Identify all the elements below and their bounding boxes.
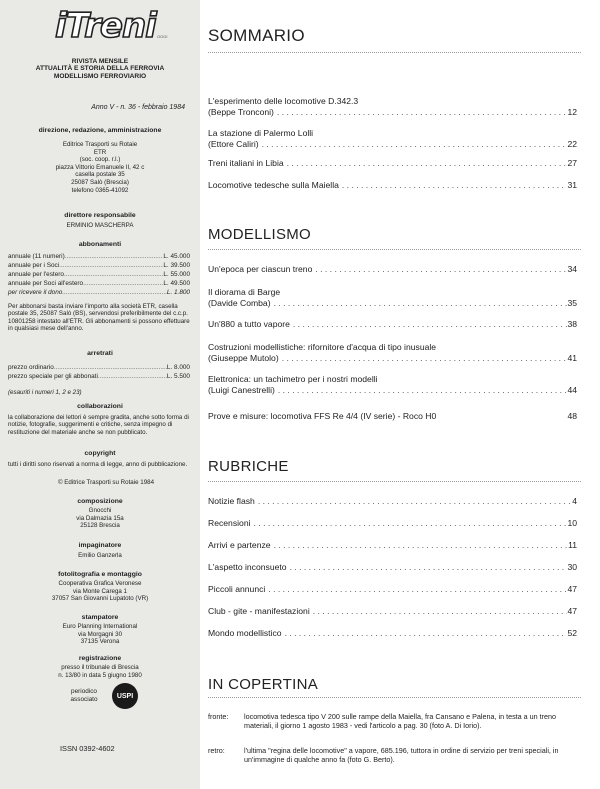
row-label: annuale per i Soci [8,262,60,269]
row-label: prezzo speciale per gli abbonati [8,373,98,380]
logo-subtext: OGGI [157,34,168,39]
row-value: L. 8.000 [166,364,190,371]
leader-dots [287,562,568,573]
copertina-title: IN COPERTINA [208,676,319,693]
toc-entry-title: Club - gite - manifestazioni [208,606,310,616]
toc-page-number: 12 [567,107,577,117]
leader-dots [279,353,568,364]
toc-entry-line [208,385,577,396]
arretrati-heading: arretrati [87,350,113,357]
leader-dots [271,540,569,551]
abbonamento-row [8,271,190,278]
toc-entry-title: Notizie flash [208,496,255,506]
toc-entry [208,606,577,617]
toc-entry-title: Mondo modellistico [208,628,282,638]
modellismo-title: MODELLISMO [208,226,312,243]
magazine-logo [55,6,168,46]
leader-dots [284,158,568,169]
row-label: per ricevere il dono [8,289,63,296]
toc-page-number: 35 [567,298,577,308]
toc-entry-line [208,606,577,617]
tagline-line: ATTUALITÀ E STORIA DELLA FERROVIA [35,65,165,73]
separator [208,249,581,250]
toc-entry-line [208,158,577,169]
toc-entry [208,496,577,507]
toc-page-number: 31 [567,180,577,190]
leader-dots [282,628,568,639]
periodico-line: periodico [71,688,97,695]
fotolitografia-block [0,580,200,603]
toc-entry-line [208,353,577,364]
separator [208,481,581,482]
toc-entry [208,287,577,309]
row-label: annuale (11 numeri) [8,253,65,260]
toc-page-number: 38 [567,319,577,329]
leader-dots [275,385,568,396]
toc-entry-title: Costruzioni modellistiche: rifornitore d'acqua di tipo inusuale [208,342,437,352]
direttore-name: ERMINIO MASCHERPA [66,222,134,229]
impaginatore-heading: impaginatore [78,542,122,549]
abbonamenti-note: Per abbonarsi basta inviare l'importo alla società ETR, casella postale 35, 25087 Salò (BS), servendosi preferibilmente del c.c.p. 10801258 intestato all'ETR. Gli abbonamenti si possono effettuare in qualsiasi mese dell'anno. [8,303,190,333]
registrazione-heading: registrazione [78,655,122,662]
toc-entry-line [208,562,577,573]
registrazione-line: n. 13/80 in data 5 giugno 1980 [58,671,142,679]
row-value: L. 49.500 [163,280,190,287]
leader-dots [255,496,572,507]
row-value: L. 5.500 [166,373,190,380]
tagline-line: RIVISTA MENSILE [71,58,129,65]
toc-entry-line [208,107,577,118]
direttore-heading: direttore responsabile [64,212,136,219]
direzione-line: Editrice Trasporti su Rotaie [62,141,138,148]
toc-entry-title: Prove e misure: locomotiva FFS Re 4/4 (IV serie) - Roco H0 [208,411,437,421]
toc-entry-line [208,139,577,150]
toc-page-number: 27 [567,158,577,168]
toc-entry [208,628,577,639]
toc-entry [208,518,577,529]
direzione-line: casella postale 35 [75,171,125,179]
periodico-line: associato [70,695,98,703]
toc-entry-title: Un'880 a tutto vapore [208,319,290,329]
row-value: L. 55.000 [163,271,190,278]
toc-entry-title: La stazione di Palermo Lolli [208,128,314,138]
toc-entry-line [208,319,577,330]
toc-entry [208,128,577,150]
toc-page-number: 48 [567,411,577,421]
copyright-line: © Editrice Trasporti su Rotaie 1984 [58,479,155,486]
toc-entry-title: Un'epoca per ciascun treno [208,264,313,274]
leader-dots [251,518,568,529]
leader-dots [310,606,568,617]
cover-back [208,746,583,765]
composizione-heading: composizione [77,498,123,505]
toc-entry-title: L'aspetto inconsueto [208,562,287,572]
fotolitografia-line: 37057 San Giovanni Lupatoto (VR) [51,595,149,603]
toc-entry [208,96,577,118]
sommario-title: SOMMARIO [208,26,305,45]
toc-entry-title: Treni italiani in Libia [208,158,284,168]
toc-entry-line [208,628,577,639]
toc-entry-line [208,584,577,595]
toc-page-number: 47 [567,606,577,616]
copyright-text: tutti i diritti sono riservati a norma di legge, anno di pubblicazione. [8,461,188,468]
toc-entry-title: Piccoli annunci [208,584,266,594]
toc-entry-author: (Davide Comba) [208,298,271,308]
arretrati-row [8,364,190,371]
stampatore-line: 37135 Verona [80,638,120,646]
toc-page-number: 41 [567,353,577,363]
toc-page-number: 52 [567,628,577,638]
toc-entry-title: Locomotive tedesche sulla Maiella [208,180,339,190]
stampatore-heading: stampatore [81,614,119,621]
cover-front [208,712,583,731]
toc-entry-author: (Giuseppe Mutolo) [208,353,279,363]
rubriche-title: RUBRICHE [208,458,289,475]
separator [208,697,581,698]
toc-entry-line [208,264,577,275]
toc-entry [208,158,577,169]
leader-dots [259,139,568,150]
cover-front-label: fronte: [208,712,229,721]
abbonamento-row [8,253,190,260]
masthead-sidebar [0,0,200,789]
leader-dots [274,107,568,118]
stampatore-block [0,623,200,646]
issn: ISSN 0392-4602 [60,744,115,753]
direzione-block [0,141,200,194]
toc-page-number: 10 [567,518,577,528]
leader-dots [271,298,568,309]
toc-entry-author: (Luigi Canestrelli) [208,385,275,395]
toc-page-number: 47 [567,584,577,594]
toc-entry-line [208,180,577,191]
toc-page-number: 4 [572,496,577,506]
abbonamento-row [8,280,190,287]
stampatore-line: via Morgagni 30 [77,630,123,638]
toc-page-number: 44 [567,385,577,395]
toc-entry [208,319,577,330]
toc-page-number: 22 [567,139,577,149]
direzione-line: telefono 0365-41092 [71,186,129,194]
direzione-line: (soc. coop. r.l.) [79,156,121,164]
logo-text: iTreni [55,6,156,46]
toc-entry-author: (Beppe Tronconi) [208,107,274,117]
toc-entry [208,411,577,422]
row-label: annuale per Soci all'estero [8,280,84,287]
leader-dots [265,584,567,595]
toc-entry-title: Elettronica: un tachimetro per i nostri modelli [208,374,378,384]
separator [208,52,581,53]
direzione-line: ETR [93,148,107,156]
collaborazioni-heading: collaborazioni [77,403,123,410]
row-value: L. 39.500 [163,262,190,269]
collaborazioni-text: la collaborazione dei lettori è sempre gradita, anche sotto forma di notizie, fotografie, suggerimenti e critiche, senza impegno di restituzione del materiale anche se non pubblicato. [8,414,189,436]
impaginatore-name: Emilio Ganzerla [78,552,122,559]
row-value: L. 1.800 [166,289,190,296]
toc-entry-title: L'esperimento delle locomotive D.342.3 [208,96,359,106]
abbonamenti-heading: abbonamenti [78,241,122,248]
toc-page-number: 34 [567,264,577,274]
toc-entry [208,540,577,551]
toc-entry-title: Recensioni [208,518,251,528]
toc-entry-line [208,298,577,309]
toc-entry [208,264,577,275]
leader-dots [312,264,567,275]
abbonamento-row [8,289,190,296]
fotolitografia-line: Cooperativa Grafica Veronese [58,580,142,587]
toc-entry-author: (Ettore Caliri) [208,139,259,149]
toc-entry [208,180,577,191]
cover-front-text: locomotiva tedesca tipo V 200 sulle rampe della Maiella, fra Cansano e Palena, in testa a un treno materiali, il giorno 1 agosto 1983 - vedi l'articolo a pag. 30 (foto A. Di Iorio). [244,712,557,731]
leader-dots [339,180,568,191]
arretrati-row [8,373,190,380]
toc-entry [208,584,577,595]
periodico-associato-label [60,688,108,703]
fotolitografia-line: via Monte Carega 1 [73,587,127,595]
row-label: annuale per l'estero [8,271,64,278]
stampatore-line: Euro Planning International [62,623,138,630]
row-value: L. 45.000 [163,253,190,260]
arretrati-note: (esauriti i numeri 1, 2 e 23) [8,389,82,396]
registrazione-line: presso il tribunale di Brescia [61,664,139,671]
direzione-line: piazza Vittorio Emanuele II, 42 c [55,163,145,171]
toc-entry-line [208,540,577,551]
tagline [0,58,200,80]
toc-entry-line [208,518,577,529]
copyright-heading: copyright [84,450,116,457]
direzione-heading: direzione, redazione, amministrazione [38,127,162,134]
direzione-line: 25087 Salò (Brescia) [71,178,129,186]
composizione-block [0,507,200,530]
toc-entry-title: Il diorama di Barge [208,287,281,297]
fotolitografia-heading: fotolitografia e montaggio [58,571,142,578]
composizione-line: Gnocchi [88,507,112,514]
composizione-line: via Dalmazia 15a [76,514,124,522]
issue-info: Anno V - n. 36 - febbraio 1984 [91,104,185,111]
toc-page-number: 30 [567,562,577,572]
toc-entry-title: Arrivi e partenze [208,540,271,550]
leader-dots [290,319,568,330]
toc-page-number: 11 [568,540,577,550]
cover-back-label: retro: [208,746,225,755]
uspi-logo: USPI [112,683,138,709]
registrazione-block [0,664,200,679]
toc-entry [208,562,577,573]
abbonamento-row [8,262,190,269]
composizione-line: 25128 Brescia [80,522,120,530]
toc-entry-line [208,496,577,507]
toc-entry [208,374,577,396]
row-label: prezzo ordinario [8,364,54,371]
tagline-line: MODELLISMO FERROVIARIO [53,72,147,80]
toc-entry [208,342,577,364]
cover-back-text: l'ultima "regina delle locomotive" a vapore, 685.196, tuttora in ordine di servizio per treni speciali, in un'immagine di qualche anno fa (foto G. Berto). [244,746,559,765]
toc-entry-line [208,411,577,422]
